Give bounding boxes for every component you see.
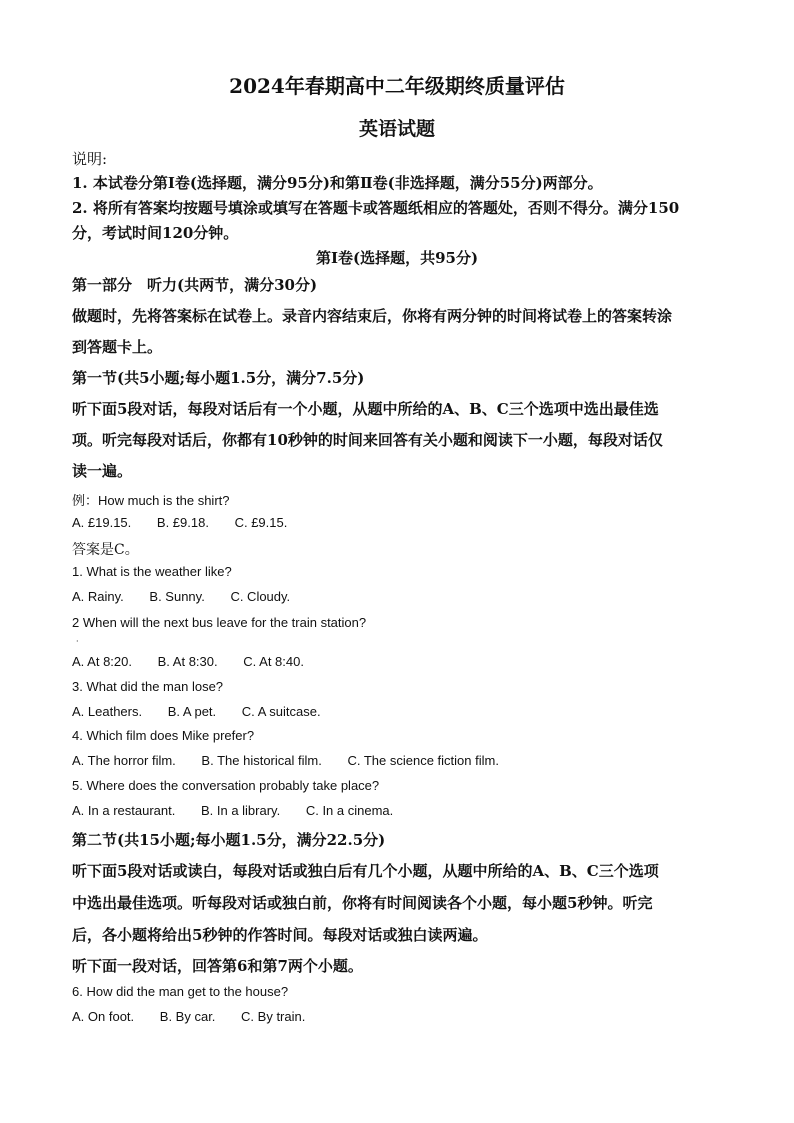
question-3: 3. What did the man lose? [72, 679, 224, 694]
option-a: A. Leathers. [72, 704, 143, 719]
option-b: B. Sunny. [149, 589, 205, 604]
option-a: A. In a restaurant. [72, 803, 176, 818]
option-c: C. A suitcase. [241, 704, 321, 719]
example-options [72, 515, 309, 530]
notes-item-2-line-2: 分，考试时间120分钟。 [72, 224, 239, 242]
exam-title: 2024年春期高中二年级期终质量评估 [229, 74, 565, 98]
option-b: B. £9.18. [156, 515, 209, 530]
option-b: B. A pet. [167, 704, 217, 719]
section-2-sub-instruction: 听下面一段对话，回答第6和第7两个小题。 [72, 957, 363, 975]
option-c: C. At 8:40. [243, 654, 304, 669]
question-6-options [72, 1009, 327, 1024]
question-3-options [72, 704, 343, 719]
section-1-heading: 第一节(共5小题;每小题1.5分，满分7.5分) [72, 369, 365, 387]
option-a: A. £19.15. [72, 515, 132, 530]
option-c: C. By train. [241, 1009, 306, 1024]
option-b: B. At 8:30. [157, 654, 218, 669]
section-2-instruction-line-3: 后，各小题将给出5秒钟的作答时间。每段对话或独白读两遍。 [72, 926, 488, 944]
section-1-instruction-line-3: 读一遍。 [72, 462, 133, 480]
option-b: B. By car. [159, 1009, 216, 1024]
part-1-instruction-line-2: 到答题卡上。 [72, 338, 163, 356]
notes-item-2-line-1: 2. 将所有答案均按题号填涂或填写在答题卡或答题纸相应的答题处，否则不得分。满分150 [72, 199, 680, 217]
section-2-instruction-line-2: 中选出最佳选项。听每段对话或独白前，你将有时间阅读各个小题，每小题5秒钟。听完 [72, 894, 653, 912]
option-c: C. In a cinema. [305, 803, 394, 818]
option-a: A. The horror film. [72, 753, 176, 768]
option-a: A. At 8:20. [72, 654, 132, 669]
example-question: 例：How much is the shirt? [72, 493, 230, 508]
section-1-instruction-line-2: 项。听完每段对话后，你都有10秒钟的时间来回答有关小题和阅读下一小题，每段对话仅 [72, 431, 663, 449]
section-2-instruction-line-1: 听下面5段对话或读白，每段对话或独白后有几个小题，从题中所给的A、B、C三个选项 [72, 862, 659, 880]
option-b: B. In a library. [200, 803, 281, 818]
part-1-heading: 第一部分 听力(共两节，满分30分) [72, 276, 318, 294]
question-5-options [72, 803, 415, 818]
section-1-instruction-line-1: 听下面5段对话，每段对话后有一个小题，从题中所给的A、B、C三个选项中选出最佳选 [72, 400, 659, 418]
section-2-heading: 第二节(共15小题;每小题1.5分，满分22.5分) [72, 831, 386, 849]
question-2-options [72, 654, 326, 669]
question-2: 2 When will the next bus leave for the train station? [72, 615, 367, 630]
part-1-instruction-line-1: 做题时，先将答案标在试卷上。录音内容结束后，你将有两分钟的时间将试卷上的答案转涂 [72, 307, 673, 325]
question-4-options [72, 753, 521, 768]
question-1: 1. What is the weather like? [72, 564, 232, 579]
question-4: 4. Which film does Mike prefer? [72, 728, 255, 743]
exam-subtitle: 英语试题 [358, 118, 435, 140]
question-1-options [72, 589, 312, 604]
question-6: 6. How did the man get to the house? [72, 984, 289, 999]
option-b: B. The historical film. [201, 753, 322, 768]
option-a: A. On foot. [72, 1009, 135, 1024]
question-5: 5. Where does the conversation probably take place? [72, 778, 380, 793]
notes-label: 说明: [72, 150, 108, 168]
option-c: C. The science fiction film. [347, 753, 499, 768]
option-c: C. Cloudy. [230, 589, 291, 604]
stray-dot: · [76, 637, 79, 646]
option-a: A. Rainy. [72, 589, 124, 604]
volume-1-heading: 第Ⅰ卷(选择题，共95分) [315, 249, 479, 267]
example-answer: 答案是C。 [72, 542, 139, 558]
notes-item-1: 1. 本试卷分第Ⅰ卷(选择题，满分95分)和第Ⅱ卷(非选择题，满分55分)两部分。 [72, 174, 603, 192]
option-c: C. £9.15. [234, 515, 288, 530]
